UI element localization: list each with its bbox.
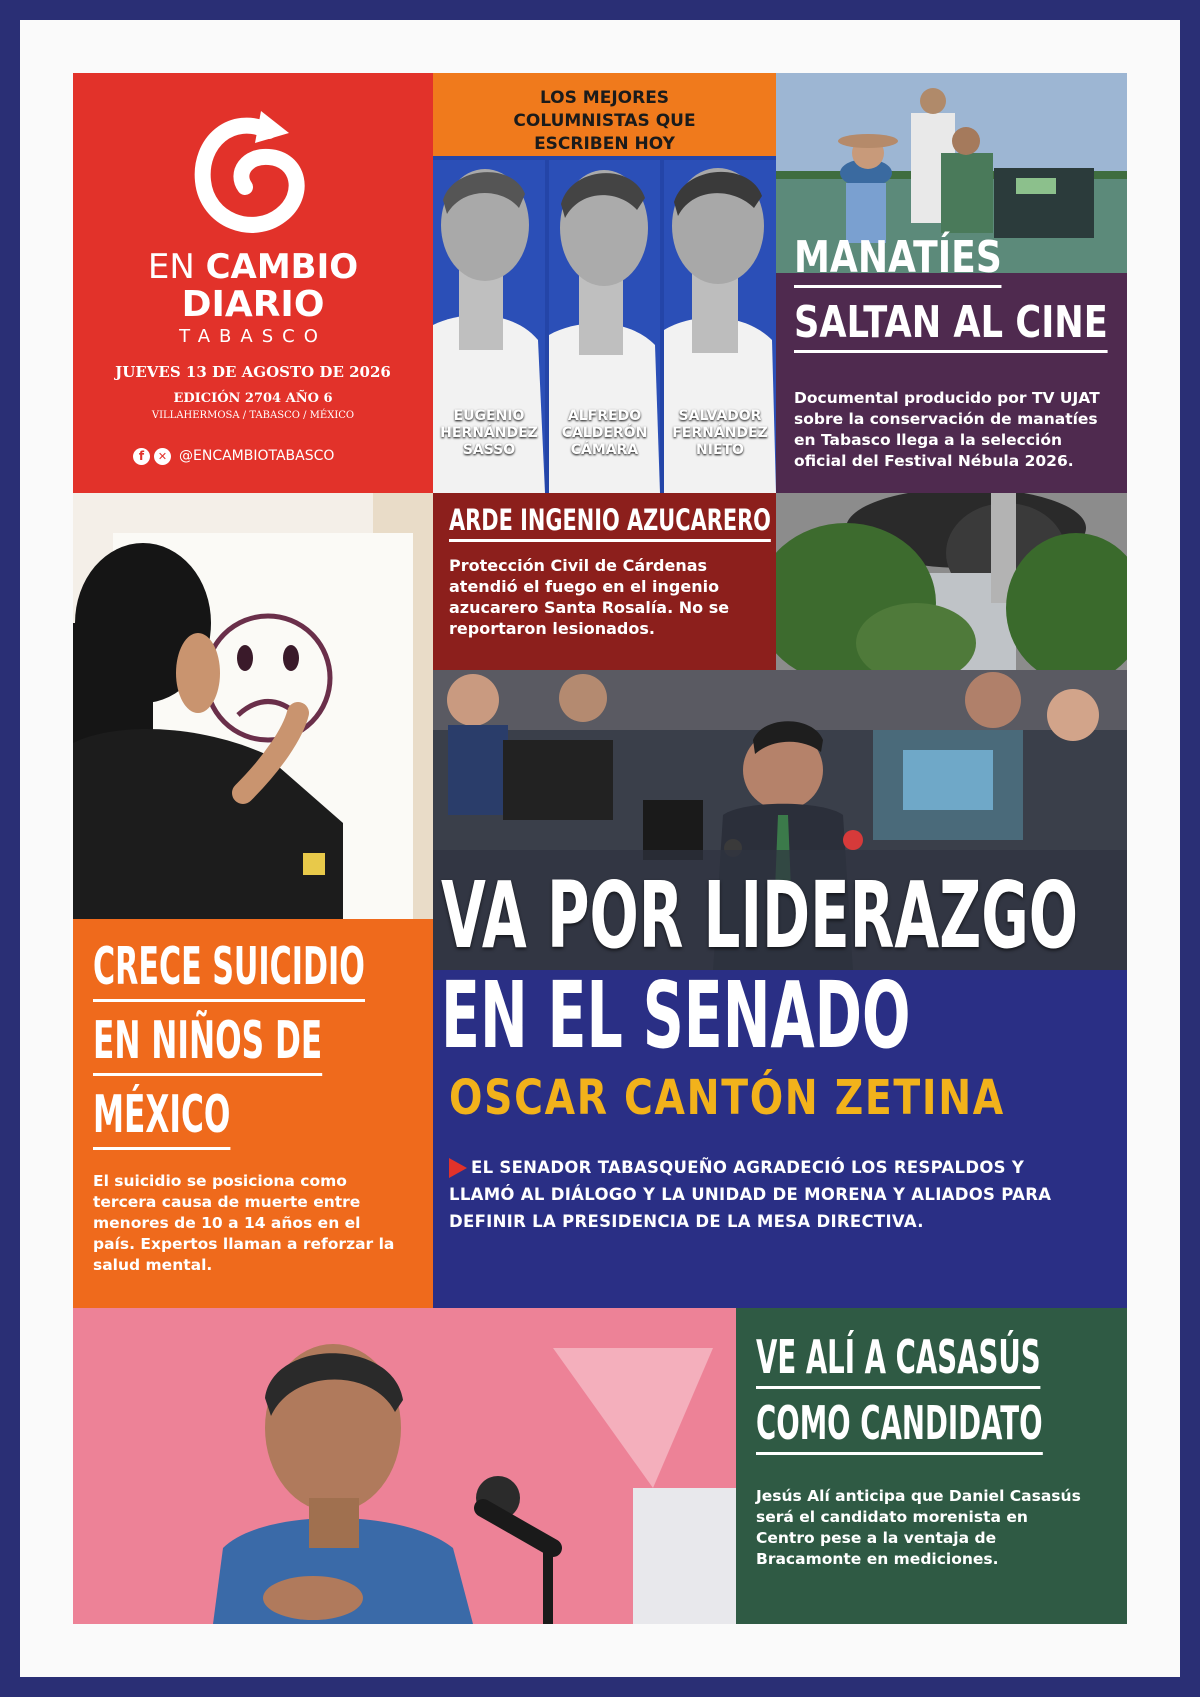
suicidio-title-line3: MÉXICO	[93, 1085, 230, 1150]
logo-text-en: EN	[147, 247, 195, 287]
edition-location: VILLAHERMOSA / TABASCO / MÉXICO	[151, 410, 355, 421]
masthead	[73, 73, 433, 493]
senado-headline-line1: VA POR LIDERAZGO	[441, 862, 1079, 969]
logo-text-diario: DIARIO	[181, 284, 325, 325]
casasus-story[interactable]	[736, 1308, 1127, 1624]
ingenio-fire-photo	[776, 493, 1127, 670]
ingenio-title: ARDE INGENIO AZUCARERO	[449, 503, 771, 542]
columnist-last-name: SASSO	[462, 442, 516, 458]
columnist-middle-name: CALDERÓN	[561, 425, 648, 441]
columnist-middle-name: FERNÁNDEZ	[672, 425, 768, 441]
edition-date: JUEVES 13 DE AGOSTO DE 2026	[115, 363, 391, 381]
senado-story[interactable]	[433, 970, 1127, 1308]
columnist-last-name: CÁMARA	[570, 442, 639, 458]
columnist-card[interactable]	[549, 160, 660, 493]
casasus-summary: Jesús Alí anticipa que Daniel Casasús será el candidato morenista en Centro pese a la ventaja de Bracamonte en mediciones.	[756, 1487, 1081, 1568]
manaties-title-line2: SALTAN AL CINE	[794, 298, 1108, 353]
ingenio-story[interactable]	[433, 493, 776, 670]
columnist-middle-name: HERNÁNDEZ	[440, 425, 538, 441]
child-drawing-photo	[73, 493, 433, 919]
manaties-title-line1: MANATÍES	[794, 233, 1002, 288]
suicidio-title-line1: CRECE SUICIDIO	[93, 937, 365, 1002]
logo-swirl-icon	[191, 103, 311, 243]
social-handle[interactable]: @ENCAMBIOTABASCO	[179, 448, 335, 464]
senado-press-photo	[433, 670, 1127, 970]
manaties-summary: Documental producido por TV UJAT sobre la conservación de manatíes en Tabasco llega a la selección oficial del Festival Nébula 2026.	[794, 389, 1100, 470]
casasus-title-line1: VE ALÍ A CASASÚS	[756, 1330, 1041, 1389]
casasus-title-line2: COMO CANDIDATO	[756, 1396, 1043, 1455]
columnist-last-name: NIETO	[696, 442, 744, 458]
casasus-photo	[73, 1308, 736, 1624]
columnist-card[interactable]	[664, 160, 776, 493]
front-page	[20, 20, 1180, 1677]
senado-summary: EL SENADOR TABASQUEÑO AGRADECIÓ LOS RESPALDOS Y LLAMÓ AL DIÁLOGO Y LA UNIDAD DE MORENA Y ALIADOS PARA DEFINIR LA PRESIDENCIA DE LA MESA DIRECTIVA.	[449, 1158, 1052, 1231]
suicidio-title-line2: EN NIÑOS DE	[93, 1011, 322, 1076]
logo-text-tabasco: TABASCO	[179, 326, 327, 347]
manaties-story[interactable]	[776, 73, 1127, 493]
columnists-section	[433, 73, 776, 493]
ingenio-photo-illustration	[776, 493, 1127, 670]
child-photo-illustration	[73, 493, 433, 919]
casasus-photo-illustration	[73, 1308, 736, 1624]
columnists-heading: LOS MEJORES COLUMNISTAS QUE ESCRIBEN HOY	[513, 88, 696, 154]
suicidio-summary: El suicidio se posiciona como tercera causa de muerte entre menores de 10 a 14 años en el país. Expertos llaman a reforzar la salud mental.	[93, 1172, 395, 1274]
facebook-icon[interactable]: f	[133, 448, 150, 465]
ingenio-summary: Protección Civil de Cárdenas atendió el fuego en el ingenio azucarero Santa Rosalía. No se reportaron lesionados.	[449, 556, 730, 638]
suicidio-story[interactable]	[73, 919, 433, 1308]
columnist-first-name: EUGENIO	[453, 408, 525, 424]
columnist-first-name: ALFREDO	[567, 408, 642, 424]
edition-number: EDICIÓN 2704 AÑO 6	[173, 391, 333, 406]
logo-text-cambio: CAMBIO	[205, 247, 359, 287]
columnist-first-name: SALVADOR	[678, 408, 762, 424]
x-icon[interactable]: ✕	[154, 448, 171, 465]
columnist-card[interactable]	[433, 160, 545, 493]
senado-headline-line2: EN EL SENADO	[441, 970, 911, 1069]
senado-person-name: OSCAR CANTÓN ZETINA	[449, 1070, 1005, 1126]
